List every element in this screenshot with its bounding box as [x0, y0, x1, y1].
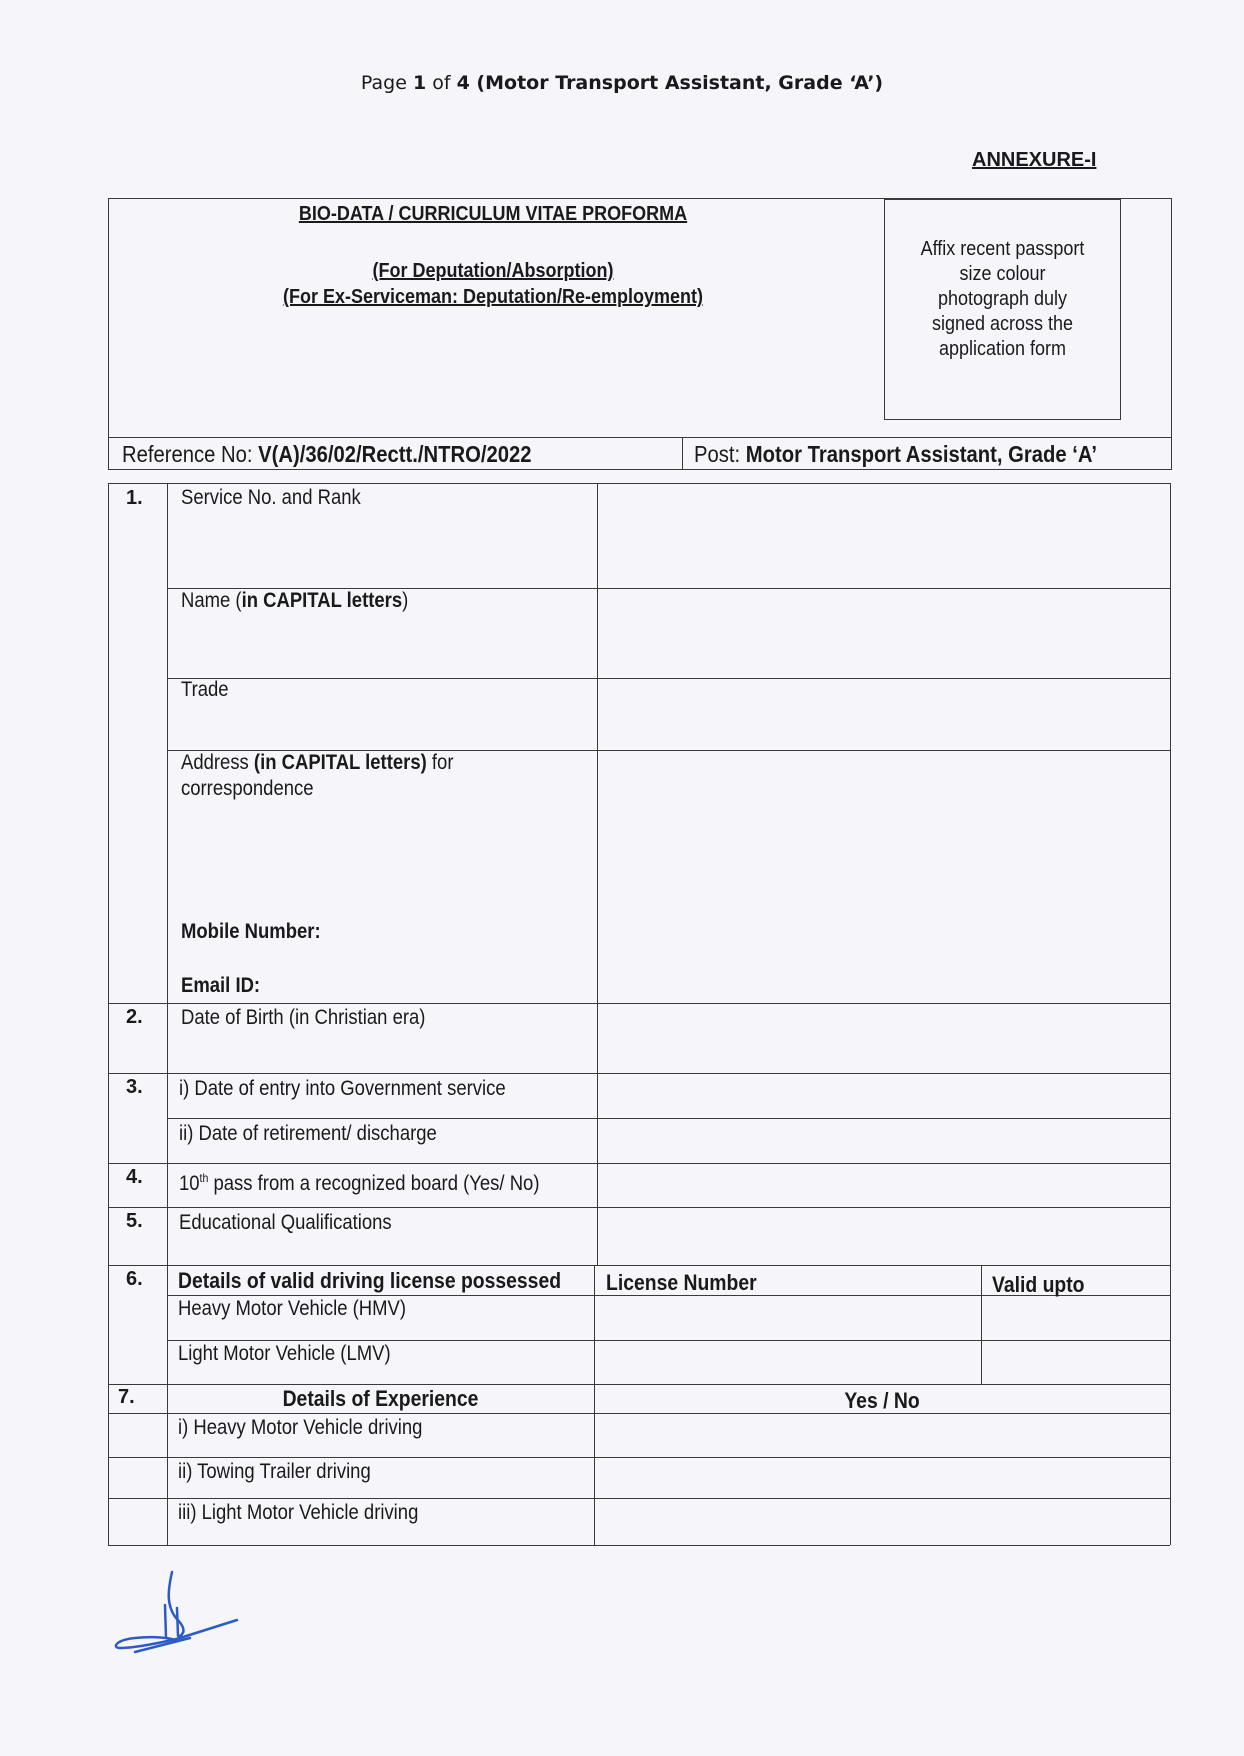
lmv-driving-yes-no-field[interactable]: [595, 1499, 1170, 1545]
label-address: [181, 750, 453, 776]
header-post: (Motor Transport Assistant, Grade ‘A’): [469, 72, 884, 94]
license-section-header: Details of valid driving license possessed: [178, 1268, 562, 1293]
label-date-of-birth: Date of Birth (in Christian era): [181, 1006, 426, 1029]
form-subtitle-ex-serviceman: (For Ex-Serviceman: Deputation/Re-employment): [282, 286, 704, 308]
page-prefix: Page: [360, 72, 413, 94]
label-hmv: Heavy Motor Vehicle (HMV): [178, 1297, 406, 1320]
row-number-3: 3.: [126, 1076, 143, 1098]
signature-icon: [110, 1560, 250, 1660]
lmv-valid-upto-field[interactable]: [982, 1341, 1170, 1384]
reference-value: V(A)/36/02/Rectt./NTRO/2022: [258, 441, 532, 467]
column-yes-no: Yes / No: [844, 1388, 920, 1413]
photo-line: signed across the: [931, 313, 1074, 335]
hmv-license-number-field[interactable]: [595, 1296, 981, 1340]
trade-field[interactable]: [598, 679, 1170, 750]
column-valid-upto: Valid upto: [992, 1272, 1085, 1297]
photo-line: Affix recent passport: [920, 238, 1085, 260]
post-label: Post:: [694, 441, 746, 467]
label-trade: Trade: [181, 678, 229, 701]
row-number-7: 7.: [118, 1386, 135, 1408]
name-field[interactable]: [598, 589, 1170, 678]
page-header: [0, 72, 1244, 94]
label-mobile: Mobile Number:: [181, 920, 321, 943]
hmv-valid-upto-field[interactable]: [982, 1296, 1170, 1340]
photo-line: photograph duly: [937, 288, 1068, 310]
label-hmv-driving: i) Heavy Motor Vehicle driving: [178, 1416, 423, 1439]
label-text: for: [426, 751, 454, 774]
label-text: 10: [179, 1172, 200, 1195]
educational-qualifications-field[interactable]: [598, 1208, 1170, 1265]
label-email: Email ID:: [181, 974, 261, 997]
service-no-rank-field[interactable]: [598, 484, 1170, 588]
label-lmv-driving: iii) Light Motor Vehicle driving: [178, 1501, 419, 1524]
lmv-license-number-field[interactable]: [595, 1341, 981, 1384]
label-sup: th: [199, 1171, 209, 1185]
page-of: of: [426, 72, 457, 94]
post-field: [694, 441, 1097, 467]
photo-box[interactable]: [884, 199, 1121, 420]
label-text-bold: in CAPITAL letters: [241, 589, 403, 612]
column-license-number: License Number: [606, 1270, 757, 1295]
page-number: 1: [412, 72, 427, 94]
reference-number: [122, 441, 531, 467]
label-name: [181, 588, 408, 614]
annexure-label: ANNEXURE-I: [972, 149, 1097, 171]
label-text: Address: [181, 751, 254, 774]
label-text-bold: (in CAPITAL letters): [253, 751, 427, 774]
row-number-1: 1.: [126, 487, 143, 509]
row-number-4: 4.: [126, 1166, 143, 1188]
date-of-birth-field[interactable]: [598, 1004, 1170, 1073]
label-lmv: Light Motor Vehicle (LMV): [178, 1342, 391, 1365]
photo-instructions: [897, 237, 1109, 362]
label-educational-qualifications: Educational Qualifications: [179, 1211, 392, 1234]
towing-trailer-yes-no-field[interactable]: [595, 1458, 1170, 1498]
form-subtitle-deputation: (For Deputation/Absorption): [372, 260, 614, 282]
10th-pass-field[interactable]: [598, 1164, 1170, 1207]
address-field[interactable]: [598, 751, 1170, 1003]
page-total: 4: [456, 72, 470, 94]
label-address-line2: correspondence: [181, 777, 314, 800]
label-text: ): [402, 589, 409, 612]
photo-line: size colour: [959, 263, 1046, 285]
label-towing-trailer-driving: ii) Towing Trailer driving: [178, 1460, 371, 1483]
experience-section-header: Details of Experience: [282, 1386, 479, 1411]
label-text: Name (: [181, 589, 242, 612]
date-of-entry-field[interactable]: [598, 1074, 1170, 1118]
post-value: Motor Transport Assistant, Grade ‘A’: [745, 441, 1098, 467]
row-number-6: 6.: [126, 1268, 143, 1290]
hmv-driving-yes-no-field[interactable]: [595, 1414, 1170, 1457]
label-service-no-rank: Service No. and Rank: [181, 486, 361, 509]
label-text: pass from a recognized board (Yes/ No): [208, 1172, 540, 1195]
label-date-of-retirement: ii) Date of retirement/ discharge: [179, 1122, 437, 1145]
reference-label: Reference No:: [122, 441, 259, 467]
row-number-5: 5.: [126, 1210, 143, 1232]
label-10th-pass: [179, 1165, 539, 1197]
row-number-2: 2.: [126, 1006, 143, 1028]
form-title: BIO-DATA / CURRICULUM VITAE PROFORMA: [298, 203, 688, 225]
date-of-retirement-field[interactable]: [598, 1119, 1170, 1163]
photo-line: application form: [938, 338, 1067, 360]
label-date-of-entry: i) Date of entry into Government service: [179, 1077, 506, 1100]
